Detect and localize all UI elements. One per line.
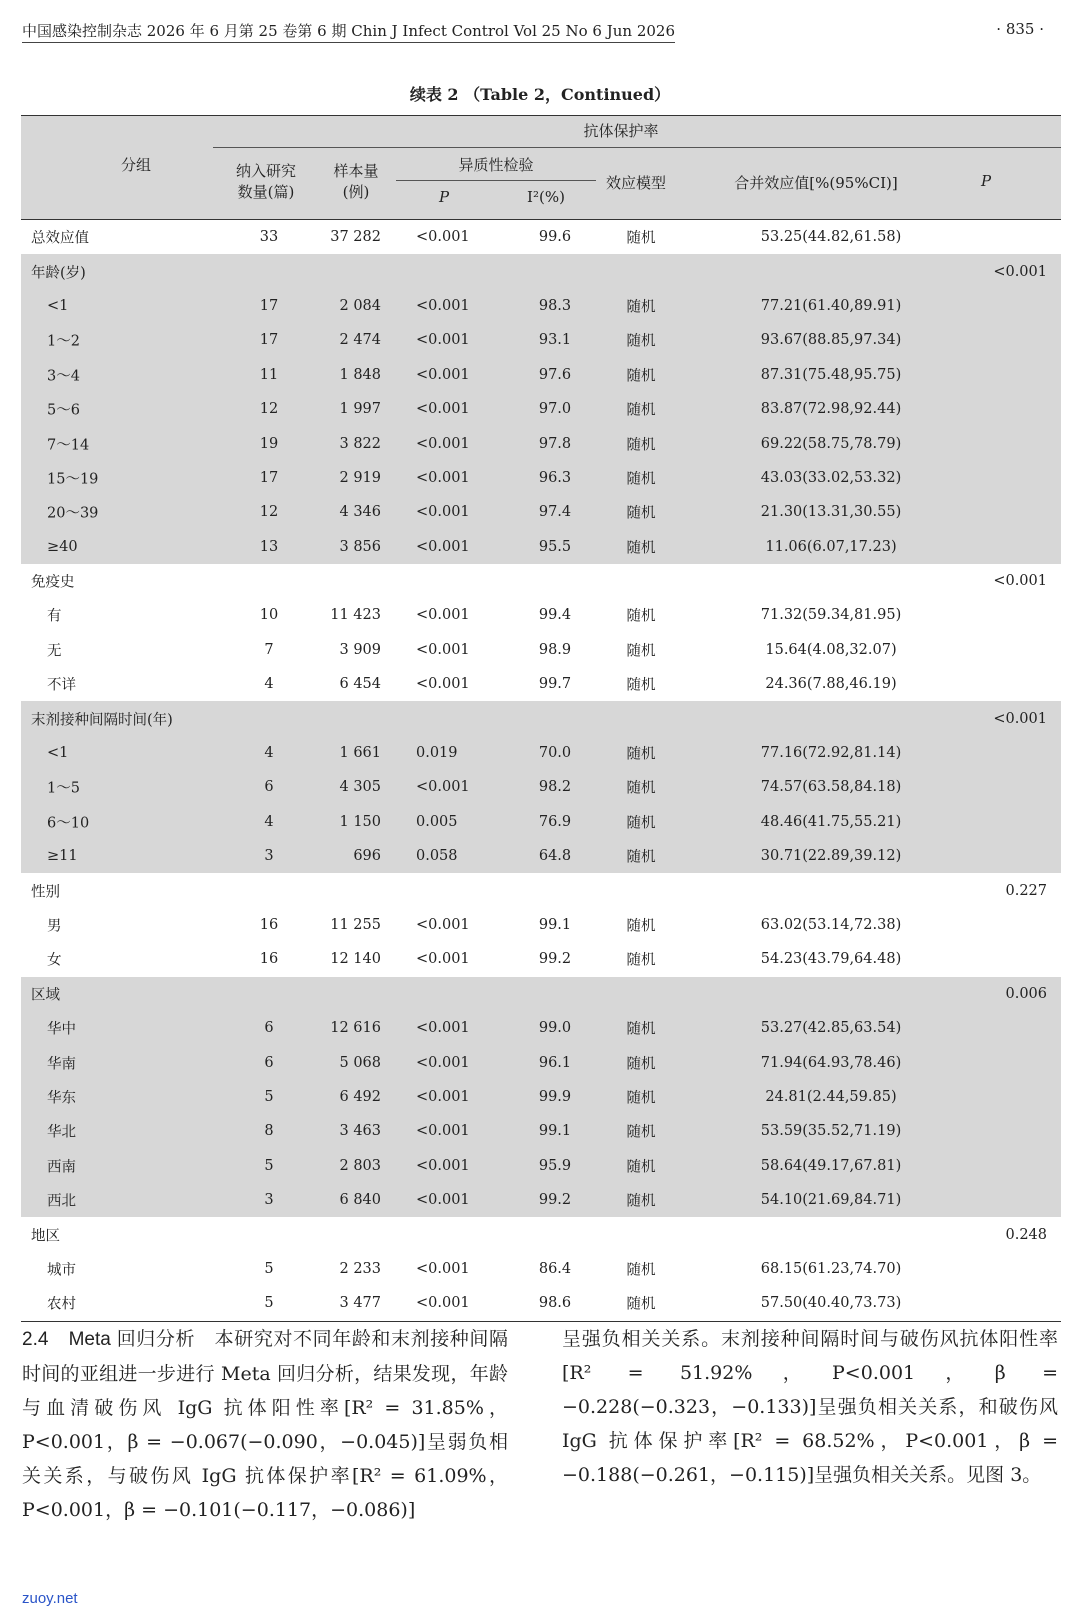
- cell-i2: 99.1: [538, 917, 572, 933]
- cell-i2: 97.4: [538, 504, 572, 521]
- header-n-studies-2: 数量(篇): [237, 183, 295, 201]
- cell-model: 随机: [626, 1193, 656, 1210]
- header-sample-1: 样本量: [333, 162, 379, 180]
- table-row: [21, 1080, 1061, 1114]
- table-row: [21, 358, 1061, 392]
- cell-i2: 97.6: [538, 366, 572, 383]
- cell-effect: 24.81(2.44,59.85): [765, 1088, 897, 1105]
- cell-model: 随机: [626, 368, 656, 385]
- cell-model: 随机: [626, 780, 656, 797]
- cell-p-value: 0.227: [1005, 882, 1047, 899]
- cell-sample: 2 474: [339, 332, 381, 349]
- running-head: 中国感染控制杂志 2026 年 6 月第 25 卷第 6 期 Chin J Infect Control Vol 25 No 6 Jun 2026: [22, 20, 675, 43]
- cell-group-label: 3～4: [47, 368, 80, 385]
- cell-n-studies: 6: [264, 1054, 274, 1071]
- table-row: [21, 1045, 1061, 1079]
- cell-effect: 53.25(44.82,61.58): [760, 229, 902, 246]
- table-row: [21, 564, 1061, 598]
- table-row: [21, 530, 1061, 564]
- cell-group-label: 年龄(岁): [31, 265, 86, 282]
- cell-het-p: <0.001: [416, 1054, 470, 1071]
- table-row: [21, 805, 1061, 839]
- cell-sample: 2 084: [339, 297, 381, 314]
- cell-n-studies: 17: [259, 297, 279, 314]
- cell-model: 随机: [626, 677, 656, 694]
- header-n-studies-1: 纳入研究: [235, 162, 296, 180]
- table-row: [21, 289, 1061, 323]
- cell-n-studies: 5: [264, 1088, 274, 1105]
- cell-n-studies: 5: [264, 1295, 274, 1312]
- cell-group-label: 不详: [47, 677, 76, 694]
- cell-i2: 95.5: [538, 538, 572, 555]
- header-model: 效应模型: [605, 174, 666, 192]
- cell-i2: 70.0: [538, 745, 572, 762]
- cell-sample: 5 068: [339, 1054, 381, 1071]
- paragraph-left: 本研究对不同年龄和末剂接种间隔时间的亚组进一步进行 Meta 回归分析，结果发现，年龄与血清破伤风 IgG 抗体阳性率[R² = 31.85%，P<0.001，β = −0.067(−0.090，−0.045)]呈弱负相关关系，与破伤风 IgG 抗体保护率[R² = 61.09%，P<0.001，β = −0.101(−0.117，−0.086)]: [22, 1328, 508, 1521]
- table-row: [21, 1011, 1061, 1045]
- header-antibody: 抗体保护率: [583, 122, 659, 140]
- cell-group-label: 男: [47, 918, 62, 935]
- cell-effect: 57.50(40.40,73.73): [760, 1295, 902, 1312]
- cell-het-p: <0.001: [416, 1192, 470, 1209]
- table-row: [21, 1114, 1061, 1148]
- cell-effect: 48.46(41.75,55.21): [760, 813, 902, 830]
- cell-group-label: 地区: [31, 1228, 60, 1245]
- cell-n-studies: 6: [264, 1020, 274, 1037]
- cell-group-label: 7～14: [47, 437, 90, 454]
- cell-model: 随机: [626, 643, 656, 660]
- cell-n-studies: 4: [264, 813, 274, 830]
- cell-p-value: <0.001: [993, 710, 1047, 727]
- page-number: · 835 ·: [996, 20, 1044, 38]
- cell-sample: 3 463: [339, 1123, 381, 1140]
- cell-group-label: 区域: [31, 987, 60, 1004]
- table-row: [21, 839, 1061, 873]
- table-header: [21, 116, 1061, 220]
- header-sample-2: (例): [342, 183, 370, 201]
- header-rule-upper: [213, 147, 1061, 148]
- cell-het-p: <0.001: [416, 1088, 470, 1105]
- cell-effect: 53.27(42.85,63.54): [760, 1020, 902, 1037]
- cell-sample: 3 822: [339, 435, 381, 452]
- cell-sample: 37 282: [330, 229, 381, 246]
- cell-group-label: 华中: [47, 1021, 76, 1038]
- cell-effect: 71.94(64.93,78.46): [760, 1054, 902, 1071]
- cell-i2: 99.2: [538, 951, 572, 968]
- cell-sample: 1 661: [339, 745, 381, 762]
- cell-het-p: <0.001: [416, 951, 470, 968]
- cell-sample: 11 255: [330, 917, 381, 933]
- cell-group-label: 免疫史: [31, 574, 75, 591]
- header-rule-heterogeneity: [396, 180, 596, 181]
- table-row: [21, 254, 1061, 288]
- table-row: [21, 1252, 1061, 1286]
- table-row: [21, 633, 1061, 667]
- cell-effect: 54.23(43.79,64.48): [760, 951, 902, 968]
- cell-het-p: <0.001: [416, 297, 470, 314]
- body-left-column: [22, 1322, 508, 1527]
- cell-model: 随机: [626, 437, 656, 454]
- cell-group-label: 有: [47, 608, 62, 625]
- cell-i2: 97.8: [538, 435, 572, 452]
- cell-sample: 696: [353, 848, 381, 865]
- cell-het-p: <0.001: [416, 366, 470, 383]
- cell-n-studies: 7: [264, 641, 274, 658]
- cell-het-p: <0.001: [416, 332, 470, 349]
- cell-i2: 99.9: [538, 1088, 572, 1105]
- table-caption: 续表 2 （Table 2，Continued）: [409, 85, 671, 104]
- cell-sample: 4 346: [339, 504, 381, 521]
- table-row: [21, 495, 1061, 529]
- cell-effect: 21.30(13.31,30.55): [760, 504, 902, 521]
- cell-model: 随机: [626, 299, 656, 316]
- table-row: [21, 1183, 1061, 1217]
- cell-i2: 96.3: [538, 469, 572, 486]
- cell-group-label: 1～2: [47, 333, 80, 350]
- cell-model: 随机: [626, 815, 656, 832]
- cell-p-value: <0.001: [993, 263, 1047, 280]
- cell-effect: 93.67(88.85,97.34): [760, 332, 902, 349]
- cell-n-studies: 17: [259, 332, 279, 349]
- cell-effect: 68.15(61.23,74.70): [760, 1260, 902, 1277]
- cell-i2: 93.1: [538, 332, 572, 349]
- table-row: [21, 977, 1061, 1011]
- header-pooled: 合并效应值[%(95%CI)]: [734, 174, 898, 192]
- cell-effect: 30.71(22.89,39.12): [760, 848, 902, 865]
- cell-sample: 1 150: [339, 813, 381, 830]
- cell-n-studies: 6: [264, 779, 274, 796]
- cell-group-label: 末剂接种间隔时间(年): [31, 712, 173, 729]
- table-row: [21, 220, 1061, 254]
- cell-effect: 63.02(53.14,72.38): [760, 917, 902, 933]
- cell-sample: 6 492: [339, 1088, 381, 1105]
- cell-i2: 86.4: [538, 1260, 572, 1277]
- cell-model: 随机: [626, 849, 656, 866]
- cell-model: 随机: [626, 1056, 656, 1073]
- cell-sample: 3 477: [339, 1295, 381, 1312]
- cell-effect: 53.59(35.52,71.19): [760, 1123, 902, 1140]
- cell-model: 随机: [626, 402, 656, 419]
- header-het-p: P: [438, 188, 450, 206]
- table-row: [21, 701, 1061, 735]
- cell-i2: 99.2: [538, 1192, 572, 1209]
- cell-n-studies: 11: [259, 366, 279, 383]
- cell-het-p: <0.001: [416, 538, 470, 555]
- cell-model: 随机: [626, 505, 656, 522]
- cell-p-value: 0.248: [1005, 1226, 1047, 1243]
- cell-het-p: 0.019: [416, 745, 458, 762]
- cell-p-value: <0.001: [993, 573, 1047, 590]
- cell-het-p: <0.001: [416, 504, 470, 521]
- table-row: [21, 1286, 1061, 1320]
- cell-n-studies: 3: [264, 1192, 274, 1209]
- cell-het-p: 0.058: [416, 848, 458, 865]
- cell-n-studies: 10: [259, 607, 279, 624]
- cell-n-studies: 3: [264, 848, 274, 865]
- cell-i2: 99.0: [538, 1020, 572, 1037]
- cell-n-studies: 13: [259, 538, 279, 555]
- cell-het-p: <0.001: [416, 401, 470, 418]
- cell-model: 随机: [626, 1124, 656, 1141]
- cell-het-p: <0.001: [416, 1020, 470, 1037]
- cell-het-p: <0.001: [416, 1123, 470, 1140]
- cell-het-p: <0.001: [416, 229, 470, 246]
- table-row: [21, 873, 1061, 907]
- cell-sample: 6 454: [339, 676, 381, 693]
- cell-i2: 98.9: [538, 641, 572, 658]
- paragraph-right: 呈强负相关关系。末剂接种间隔时间与破伤风抗体阳性率[R² = 51.92%，P<0.001，β = −0.228(−0.323，−0.133)]呈强负相关关系，和破伤风 IgG 抗体保护率[R² = 68.52%，P<0.001，β = −0.188(−0.261，−0.115)]呈强负相关关系。见图 3。: [562, 1328, 1058, 1486]
- cell-i2: 95.9: [538, 1157, 572, 1174]
- cell-i2: 97.0: [538, 401, 572, 418]
- cell-group-label: ≥11: [47, 848, 78, 865]
- cell-i2: 96.1: [538, 1054, 572, 1071]
- cell-het-p: <0.001: [416, 1157, 470, 1174]
- cell-het-p: <0.001: [416, 435, 470, 452]
- cell-n-studies: 19: [259, 435, 279, 452]
- cell-group-label: <1: [47, 745, 69, 762]
- cell-i2: 64.8: [538, 848, 572, 865]
- cell-n-studies: 5: [264, 1260, 274, 1277]
- cell-model: 随机: [626, 1262, 656, 1279]
- cell-effect: 69.22(58.75,78.79): [760, 435, 902, 452]
- table-row: [21, 770, 1061, 804]
- cell-i2: 99.7: [538, 676, 572, 693]
- cell-group-label: 华南: [47, 1056, 76, 1073]
- header-group: 分组: [120, 156, 151, 174]
- cell-i2: 76.9: [538, 813, 572, 830]
- table-row: [21, 598, 1061, 632]
- cell-n-studies: 16: [259, 951, 279, 968]
- cell-effect: 71.32(59.34,81.95): [760, 607, 902, 624]
- cell-effect: 54.10(21.69,84.71): [760, 1192, 902, 1209]
- cell-i2: 98.6: [538, 1295, 572, 1312]
- cell-sample: 2 233: [339, 1260, 381, 1277]
- cell-group-label: 女: [47, 952, 62, 969]
- cell-sample: 11 423: [330, 607, 381, 624]
- cell-effect: 58.64(49.17,67.81): [760, 1157, 902, 1174]
- cell-n-studies: 12: [259, 401, 279, 418]
- body-right-column: [562, 1322, 1058, 1492]
- cell-het-p: <0.001: [416, 779, 470, 796]
- cell-group-label: 5～6: [47, 402, 80, 419]
- cell-model: 随机: [626, 333, 656, 350]
- cell-group-label: 西南: [47, 1159, 76, 1176]
- cell-n-studies: 5: [264, 1157, 274, 1174]
- cell-effect: 77.16(72.92,81.14): [760, 745, 902, 762]
- cell-model: 随机: [626, 918, 656, 935]
- table-row: [21, 736, 1061, 770]
- cell-het-p: <0.001: [416, 641, 470, 658]
- cell-het-p: 0.005: [416, 813, 458, 830]
- cell-n-studies: 4: [264, 745, 274, 762]
- cell-n-studies: 16: [259, 917, 279, 933]
- cell-model: 随机: [626, 540, 656, 557]
- cell-group-label: 15～19: [47, 471, 99, 488]
- cell-i2: 99.4: [538, 607, 572, 624]
- cell-group-label: 性别: [31, 884, 60, 901]
- cell-group-label: 华北: [47, 1124, 76, 1141]
- cell-group-label: 城市: [47, 1262, 76, 1279]
- cell-sample: 2 803: [339, 1157, 381, 1174]
- cell-n-studies: 33: [259, 229, 279, 246]
- table-row: [21, 323, 1061, 357]
- cell-het-p: <0.001: [416, 607, 470, 624]
- cell-p-value: 0.006: [1005, 985, 1047, 1002]
- cell-group-label: 1～5: [47, 780, 80, 797]
- table-row: [21, 1217, 1061, 1251]
- cell-group-label: ≥40: [47, 538, 78, 555]
- cell-het-p: <0.001: [416, 1260, 470, 1277]
- cell-group-label: 农村: [47, 1296, 76, 1313]
- cell-model: 随机: [626, 1090, 656, 1107]
- cell-effect: 87.31(75.48,95.75): [760, 366, 902, 383]
- table-row: [21, 461, 1061, 495]
- cell-model: 随机: [626, 230, 656, 247]
- table-row: [21, 392, 1061, 426]
- cell-i2: 98.3: [538, 297, 572, 314]
- cell-effect: 43.03(33.02,53.32): [760, 469, 902, 486]
- header-p: P: [980, 172, 992, 190]
- cell-model: 随机: [626, 952, 656, 969]
- cell-sample: 1 848: [339, 366, 381, 383]
- cell-het-p: <0.001: [416, 469, 470, 486]
- cell-model: 随机: [626, 608, 656, 625]
- cell-model: 随机: [626, 1021, 656, 1038]
- table-body: [21, 220, 1061, 1321]
- cell-effect: 83.87(72.98,92.44): [760, 401, 902, 418]
- cell-het-p: <0.001: [416, 917, 470, 933]
- section-heading: 2.4 Meta 回归分析: [22, 1329, 196, 1350]
- cell-effect: 11.06(6.07,17.23): [765, 538, 897, 555]
- header-heterogeneity: 异质性检验: [458, 156, 534, 174]
- cell-n-studies: 17: [259, 469, 279, 486]
- cell-group-label: <1: [47, 297, 69, 314]
- cell-n-studies: 12: [259, 504, 279, 521]
- watermark: zuoy.net: [22, 1590, 78, 1607]
- cell-sample: 3 909: [339, 641, 381, 658]
- table-row: [21, 1149, 1061, 1183]
- cell-i2: 99.6: [538, 229, 572, 246]
- cell-model: 随机: [626, 471, 656, 488]
- cell-n-studies: 4: [264, 676, 274, 693]
- cell-sample: 1 997: [339, 401, 381, 418]
- cell-effect: 74.57(63.58,84.18): [760, 779, 902, 796]
- cell-effect: 77.21(61.40,89.91): [760, 297, 902, 314]
- cell-model: 随机: [626, 1159, 656, 1176]
- cell-model: 随机: [626, 1296, 656, 1313]
- table-row: [21, 667, 1061, 701]
- cell-effect: 15.64(4.08,32.07): [765, 641, 897, 658]
- header-het-i2: I²(%): [527, 188, 565, 206]
- table-row: [21, 908, 1061, 942]
- cell-sample: 3 856: [339, 538, 381, 555]
- cell-i2: 99.1: [538, 1123, 572, 1140]
- cell-n-studies: 8: [264, 1123, 274, 1140]
- table-row: [21, 942, 1061, 976]
- cell-het-p: <0.001: [416, 1295, 470, 1312]
- cell-group-label: 总效应值: [31, 230, 89, 247]
- cell-sample: 12 140: [330, 951, 381, 968]
- table-row: [21, 426, 1061, 460]
- cell-group-label: 6～10: [47, 815, 90, 832]
- cell-sample: 6 840: [339, 1192, 381, 1209]
- cell-group-label: 西北: [47, 1193, 76, 1210]
- cell-sample: 2 919: [339, 469, 381, 486]
- cell-group-label: 无: [47, 643, 62, 660]
- cell-i2: 98.2: [538, 779, 572, 796]
- cell-effect: 24.36(7.88,46.19): [765, 676, 897, 693]
- data-table: [21, 115, 1061, 1322]
- cell-group-label: 20～39: [47, 505, 99, 522]
- cell-het-p: <0.001: [416, 676, 470, 693]
- cell-sample: 4 305: [339, 779, 381, 796]
- cell-model: 随机: [626, 746, 656, 763]
- cell-sample: 12 616: [330, 1020, 381, 1037]
- cell-group-label: 华东: [47, 1090, 76, 1107]
